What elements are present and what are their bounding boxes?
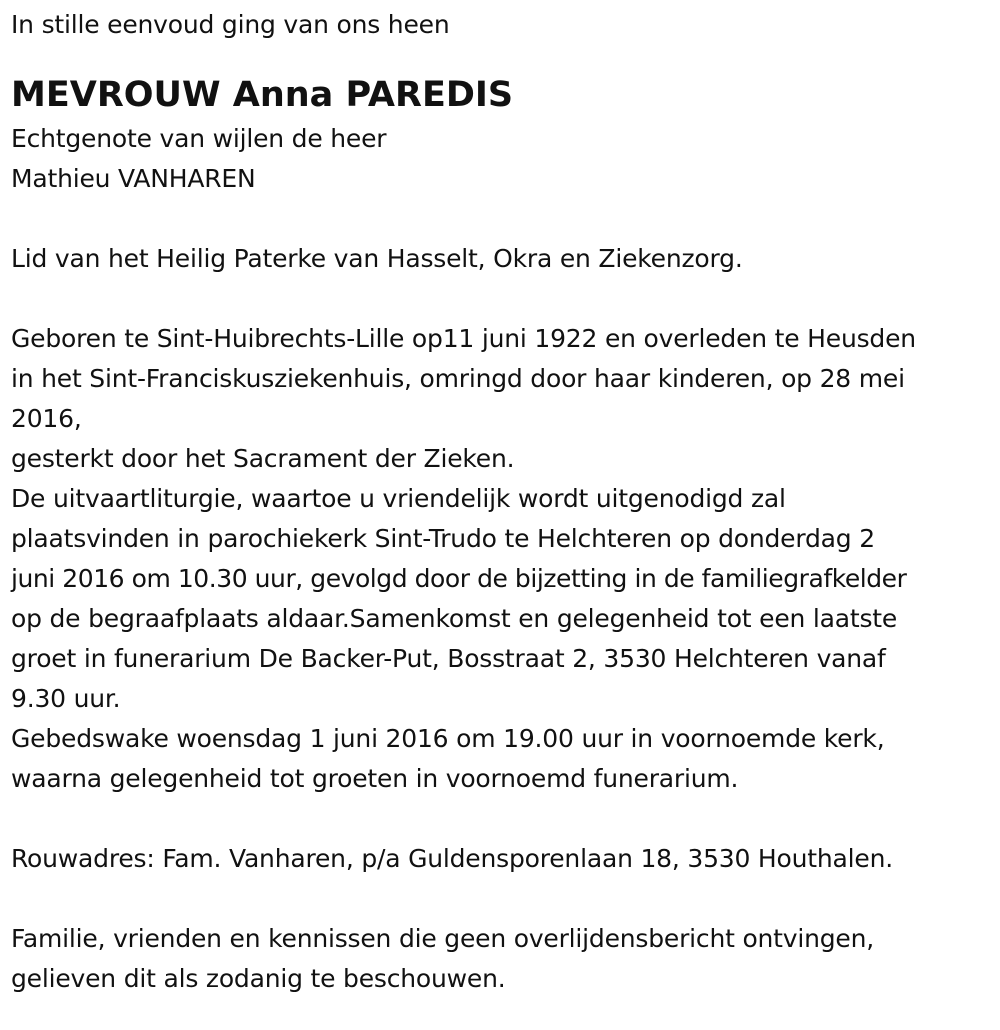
spacer [11,279,996,319]
body-line: juni 2016 om 10.30 uur, gevolgd door de bijzetting in de familiegrafkelder [11,564,907,593]
body-line: waarna gelegenheid tot groeten in voornoemd funerarium. [11,764,739,793]
intro-text: In stille eenvoud ging van ons heen [11,10,450,39]
body-line: Gebedswake woensdag 1 juni 2016 om 19.00 uur in voornoemde kerk, [11,724,885,753]
body-line: groet in funerarium De Backer-Put, Bosstraat 2, 3530 Helchteren vanaf [11,644,886,673]
body-line: 9.30 uur. [11,684,121,713]
deceased-name: MEVROUW Anna PAREDIS [11,75,514,115]
funeral-details [11,319,996,799]
spacer [11,199,996,239]
body-line: Geboren te Sint-Huibrechts-Lille op11 juni 1922 en overleden te Heusden [11,324,916,353]
body-line: gesterkt door het Sacrament der Zieken. [11,444,515,473]
body-line: 2016, [11,404,82,433]
body-line: in het Sint-Franciskusziekenhuis, omringd door haar kinderen, op 28 mei [11,364,905,393]
membership-text: Lid van het Heilig Paterke van Hasselt, Okra en Ziekenzorg. [11,244,743,273]
spouse-line-1: Echtgenote van wijlen de heer [11,124,387,153]
spacer [11,879,996,919]
spouse-line-2: Mathieu VANHAREN [11,164,256,193]
death-notice [11,0,996,999]
body-line: De uitvaartliturgie, waartoe u vriendelijk wordt uitgenodigd zal [11,484,786,513]
body-line: op de begraafplaats aldaar.Samenkomst en gelegenheid tot een laatste [11,604,898,633]
closing-line: Familie, vrienden en kennissen die geen overlijdensbericht ontvingen, [11,924,875,953]
body-line: plaatsvinden in parochiekerk Sint-Trudo te Helchteren op donderdag 2 [11,524,875,553]
mourning-address: Rouwadres: Fam. Vanharen, p/a Guldensporenlaan 18, 3530 Houthalen. [11,844,893,873]
closing-line: gelieven dit als zodanig te beschouwen. [11,964,506,993]
spacer [11,799,996,839]
